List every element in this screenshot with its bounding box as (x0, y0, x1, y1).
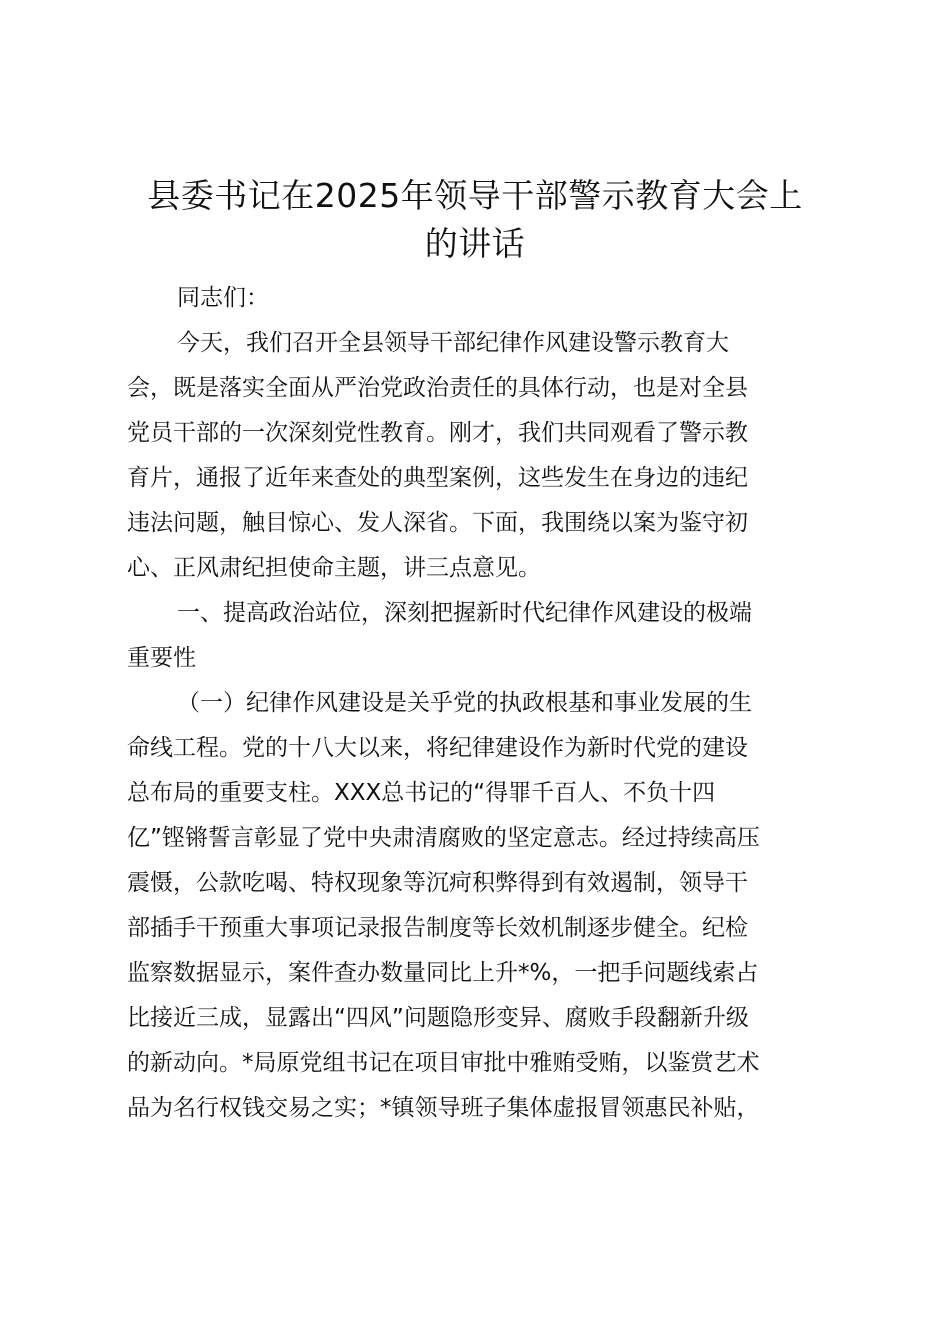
document-title (110, 172, 840, 268)
body-line: 育片，通报了近年来查处的典型案例，这些发生在身边的违纪 (127, 465, 748, 491)
body-line: 党员干部的一次深刻党性教育。刚才，我们共同观看了警示教 (127, 420, 748, 446)
body-line: 的新动向。*局原党组书记在项目审批中雅贿受贿，以鉴赏艺术 (127, 1050, 760, 1076)
body-line: 会，既是落实全面从严治党政治责任的具体行动，也是对全县 (127, 375, 748, 401)
body-line: 今天，我们召开全县领导干部纪律作风建设警示教育大 (177, 330, 729, 356)
body-line: 亿”铿锵誓言彰显了党中央肃清腐败的坚定意志。经过持续高压 (127, 825, 760, 851)
title-line-1: 县委书记在2025年领导干部警示教育大会上 (147, 176, 803, 215)
body-line: 监察数据显示，案件查办数量同比上升*%，一把手问题线索占 (127, 960, 759, 986)
document-body (127, 276, 827, 1131)
body-line: 心、正风肃纪担使命主题，讲三点意见。 (127, 555, 541, 581)
section-heading-line: 重要性 (127, 645, 196, 671)
salutation: 同志们： (177, 285, 269, 311)
body-line: 比接近三成，显露出“四风”问题隐形变异、腐败手段翻新升级 (127, 1005, 749, 1031)
title-line-2: 的讲话 (424, 224, 526, 263)
body-line: 违法问题，触目惊心、发人深省。下面，我围绕以案为鉴守初 (127, 510, 748, 536)
body-line: （一）纪律作风建设是关乎党的执政根基和事业发展的生 (177, 690, 752, 716)
body-line: 总布局的重要支柱。XXX总书记的“得罪千百人、不负十四 (127, 780, 716, 806)
body-line: 品为名行权钱交易之实；*镇领导班子集体虚报冒领惠民补贴， (127, 1095, 760, 1121)
body-line: 命线工程。党的十八大以来，将纪律建设作为新时代党的建设 (127, 735, 748, 761)
body-line: 震慑，公款吃喝、特权现象等沉疴积弊得到有效遏制，领导干 (127, 870, 748, 896)
body-line: 部插手干预重大事项记录报告制度等长效机制逐步健全。纪检 (127, 915, 748, 941)
section-heading-line: 一、提高政治站位，深刻把握新时代纪律作风建设的极端 (177, 600, 752, 626)
